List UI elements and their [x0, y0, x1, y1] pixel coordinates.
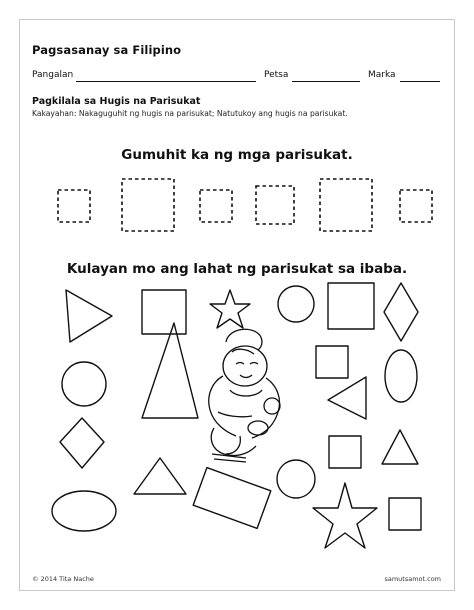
shape-square[interactable] — [142, 290, 186, 334]
tracing-squares-row[interactable] — [0, 170, 474, 240]
instruction-color: Kulayan mo ang lahat ng parisukat sa ibaba. — [66, 261, 408, 277]
trace-square-5[interactable] — [320, 179, 372, 231]
shape-square[interactable] — [316, 346, 348, 378]
shape-square[interactable] — [389, 498, 421, 530]
shape-triangle[interactable] — [134, 458, 186, 494]
shape-circle[interactable] — [62, 362, 106, 406]
trace-square-2[interactable] — [122, 179, 174, 231]
shape-rectangle[interactable] — [193, 468, 271, 529]
trace-square-3[interactable] — [200, 190, 232, 222]
shape-oval[interactable] — [385, 350, 417, 402]
shapes-area — [0, 278, 474, 568]
trace-square-1[interactable] — [58, 190, 90, 222]
shape-triangle[interactable] — [328, 377, 366, 419]
instruction-draw: Gumuhit ka ng mga parisukat. — [121, 147, 353, 163]
shape-triangle[interactable] — [382, 430, 418, 464]
shape-star[interactable] — [313, 483, 377, 548]
name-field[interactable] — [76, 81, 256, 82]
worksheet-title: Pagsasanay sa Filipino — [32, 43, 182, 57]
shape-triangle[interactable] — [66, 290, 112, 342]
footer-copyright: © 2014 Tita Nache — [32, 575, 94, 583]
lesson-objective: Kakayahan: Nakaguguhit ng hugis na parisukat; Natutukoy ang hugis na parisukat. — [32, 109, 348, 118]
shape-square[interactable] — [328, 283, 374, 329]
shape-square[interactable] — [329, 436, 361, 468]
footer-site[interactable]: samutsamot.com — [384, 575, 441, 583]
name-label: Pangalan — [32, 70, 74, 80]
trace-square-4[interactable] — [256, 186, 294, 224]
shape-triangle[interactable] — [142, 323, 198, 418]
shape-circle[interactable] — [278, 286, 314, 322]
score-field[interactable] — [400, 81, 440, 82]
score-label: Marka — [368, 70, 396, 80]
date-field[interactable] — [292, 81, 360, 82]
shape-diamond[interactable] — [384, 283, 418, 341]
header-fields — [32, 70, 444, 84]
child-illustration — [209, 329, 280, 462]
shape-diamond[interactable] — [60, 418, 104, 468]
lesson-title: Pagkilala sa Hugis na Parisukat — [32, 96, 201, 107]
shape-circle[interactable] — [277, 460, 315, 498]
shape-oval[interactable] — [52, 491, 116, 531]
shape-star[interactable] — [210, 290, 250, 328]
trace-square-6[interactable] — [400, 190, 432, 222]
date-label: Petsa — [264, 70, 289, 80]
